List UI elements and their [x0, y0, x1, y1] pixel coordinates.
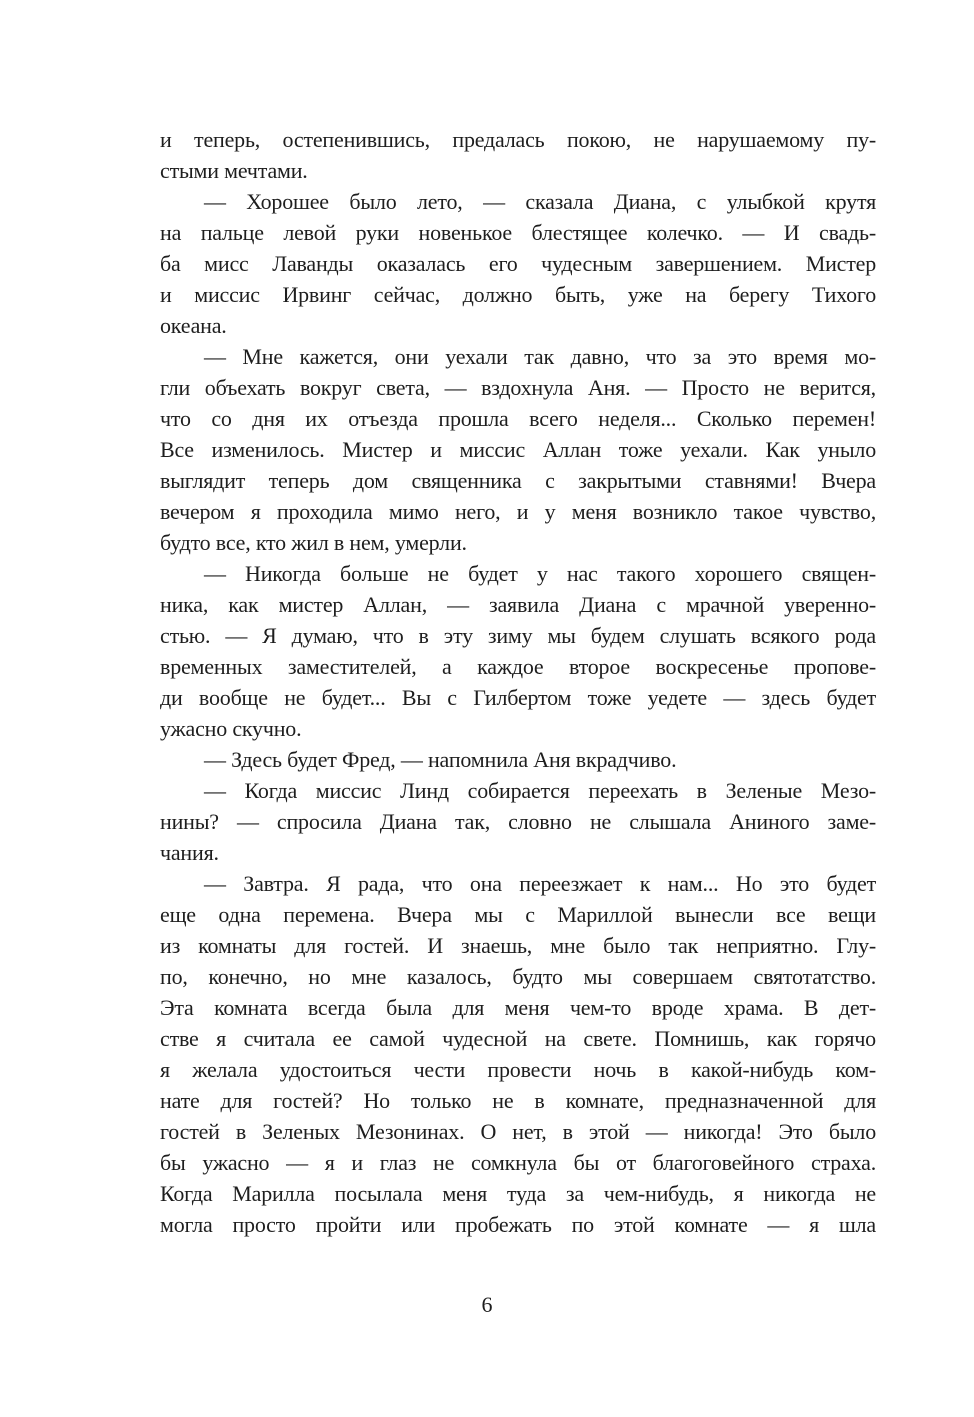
text-line: Все изменилось. Мистер и миссис Аллан тоже уехали. Как уныло [160, 437, 876, 462]
text-line: ди вообще не будет... Вы с Гилбертом тоже уедете — здесь будет [160, 685, 876, 710]
text-line: из комнаты для гостей. И знаешь, мне было так неприятно. Глу- [160, 933, 876, 958]
text-line: нате для гостей? Но только не в комнате, предназначенной для [160, 1088, 876, 1113]
text-line: гли объехать вокруг света, — вздохнула Аня. — Просто не верится, [160, 375, 876, 400]
page-number: 6 [481, 1292, 493, 1317]
text-line: нины? — спросила Диана так, словно не слышала Аниного заме- [160, 809, 876, 834]
paragraph-first-line: — Никогда больше не будет у нас такого хорошего священ- [204, 561, 876, 586]
paragraph-first-line: — Хорошее было лето, — сказала Диана, с улыбкой крутя [204, 189, 876, 214]
text-line: и теперь, остепенившись, предалась покою, не нарушаемому пу- [160, 127, 876, 152]
text-line: океана. [160, 313, 227, 338]
page-body [160, 124, 876, 1240]
text-line: по, конечно, но мне казалось, будто мы совершаем святотатство. [160, 964, 876, 989]
paragraph-first-line: — Мне кажется, они уехали так давно, что за это время мо- [204, 344, 876, 369]
text-line: стыми мечтами. [160, 158, 308, 183]
text-line: стве я считала ее самой чудесной на свете. Помнишь, как горячо [160, 1026, 876, 1051]
text-line: ника, как мистер Аллан, — заявила Диана с мрачной уверенно- [160, 592, 876, 617]
text-line: ужасно скучно. [160, 716, 302, 741]
text-line: выглядит теперь дом священника с закрытыми ставнями! Вчера [160, 468, 876, 493]
text-line: бы ужасно — я и глаз не сомкнула бы от благоговейного страха. [160, 1150, 876, 1175]
text-line: Когда Марилла посылала меня туда за чем-нибудь, я никогда не [160, 1181, 876, 1206]
text-line: и миссис Ирвинг сейчас, должно быть, уже на берегу Тихого [160, 282, 876, 307]
text-line: Эта комната всегда была для меня чем-то вроде храма. В дет- [160, 995, 876, 1020]
text-line: могла просто пройти или пробежать по этой комнате — я шла [160, 1212, 876, 1237]
text-line: будто все, кто жил в нем, умерли. [160, 530, 467, 555]
paragraph-first-line: — Когда миссис Линд собирается переехать в Зеленые Мезо- [204, 778, 876, 803]
text-line: на пальце левой руки новенькое блестящее колечко. — И свадь- [160, 220, 876, 245]
text-line: чания. [160, 840, 219, 865]
paragraph-first-line: — Завтра. Я рада, что она переезжает к нам... Но это будет [204, 871, 876, 896]
text-line: я желала удостоиться чести провести ночь в какой-нибудь ком- [160, 1057, 876, 1082]
text-line: вечером я проходила мимо него, и у меня возникло такое чувство, [160, 499, 876, 524]
text-line: еще одна перемена. Вчера мы с Мариллой вынесли все вещи [160, 902, 876, 927]
paragraph-first-line: — Здесь будет Фред, — напомнила Аня вкрадчиво. [204, 747, 677, 772]
text-line: временных заместителей, а каждое второе воскресенье пропове- [160, 654, 876, 679]
text-line: ба мисс Лаванды оказалась его чудесным завершением. Мистер [160, 251, 876, 276]
text-line: гостей в Зеленых Мезонинах. О нет, в этой — никогда! Это было [160, 1119, 876, 1144]
text-line: что со дня их отъезда прошла всего неделя... Сколько перемен! [160, 406, 876, 431]
text-line: стью. — Я думаю, что в эту зиму мы будем слушать всякого рода [160, 623, 876, 648]
